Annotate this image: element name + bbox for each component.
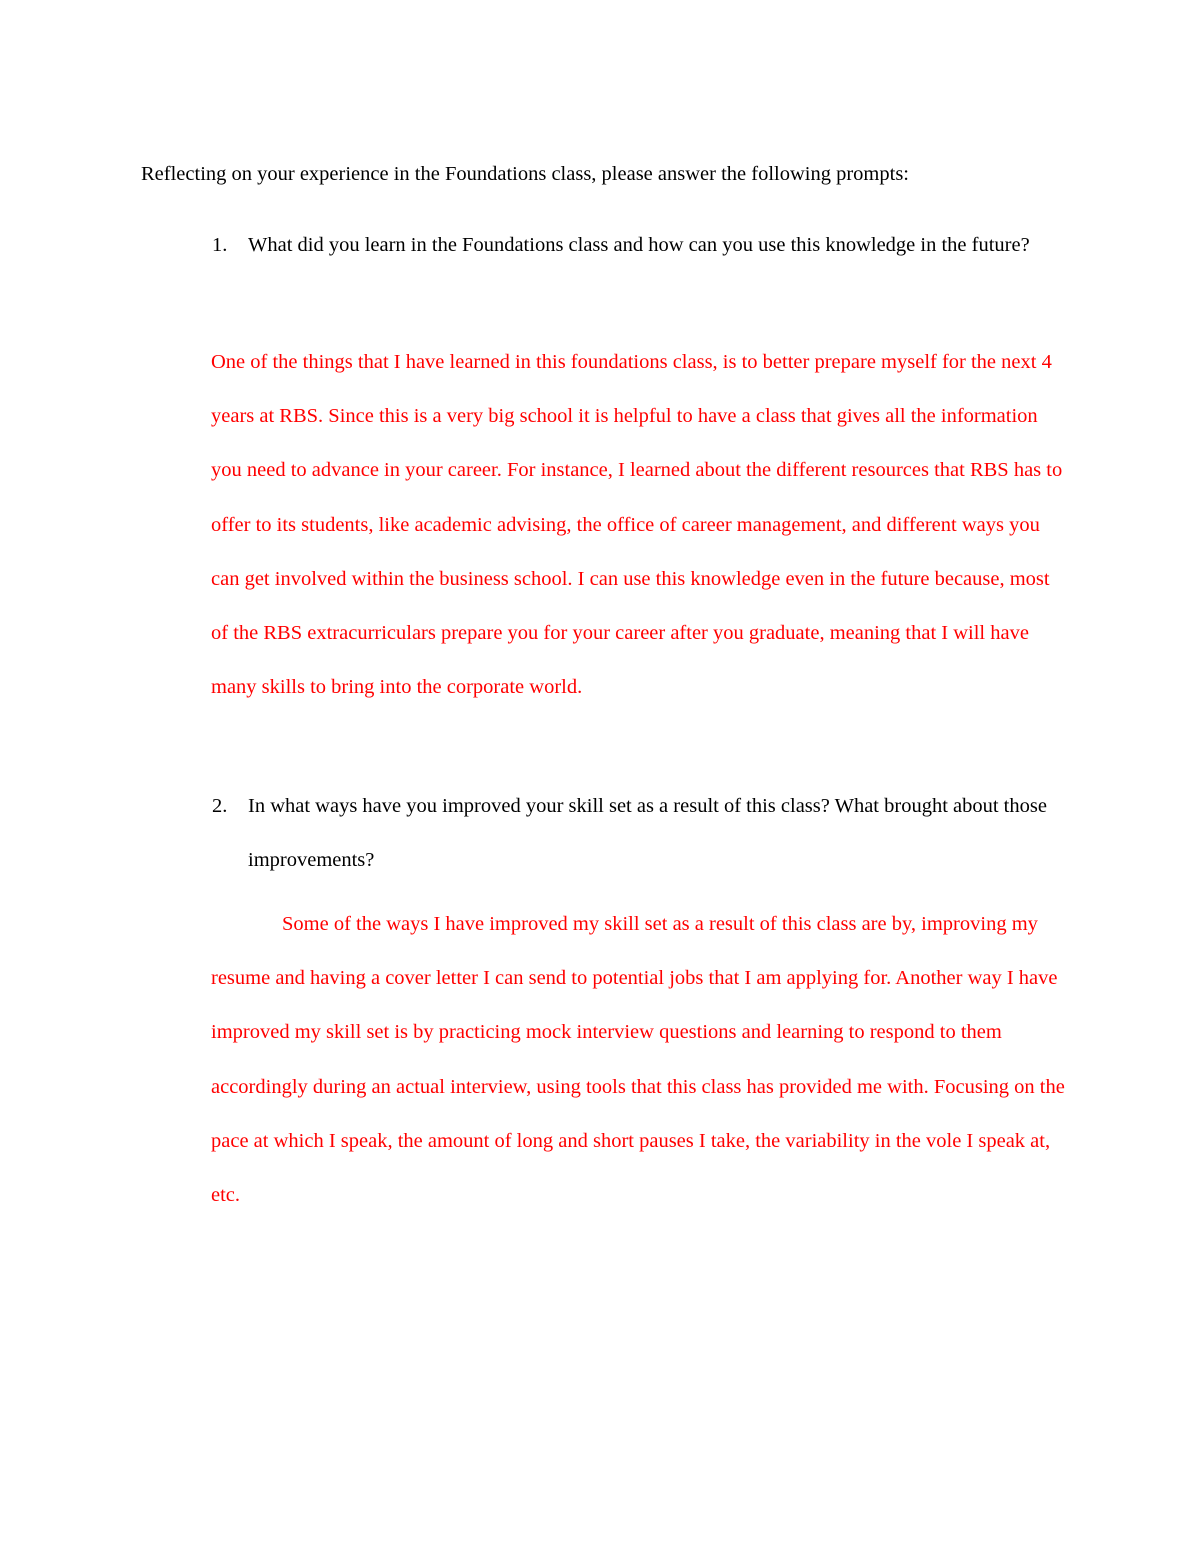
question-2-number: 2.	[212, 795, 228, 817]
intro-prompt: Reflecting on your experience in the Foundations class, please answer the following prompts:	[141, 163, 909, 185]
answer-1: One of the things that I have learned in this foundations class, is to better prepare myself for the next 4 years at RBS. Since this is a very big school it is helpful to have a class that gives all the information you need to advance in your career. For instance, I learned about the different resources that RBS has to offer to its students, like academic advising, the office of career management, and different ways you can get involved within the business school. I can use this knowledge even in the future because, most of the RBS extracurriculars prepare you for your career after you graduate, meaning that I will have many skills to bring into the corporate world.	[211, 351, 1063, 699]
question-1-text: What did you learn in the Foundations class and how can you use this knowledge in the future?	[248, 234, 1030, 256]
question-2	[212, 779, 1072, 887]
question-1	[212, 218, 1072, 272]
question-2-text: In what ways have you improved your skill set as a result of this class? What brought about those improvements?	[248, 795, 1047, 871]
question-1-number: 1.	[212, 234, 228, 256]
answer-2: Some of the ways I have improved my skill set as a result of this class are by, improving my resume and having a cover letter I can send to potential jobs that I am applying for. Another way I have improved my skill set is by practicing mock interview questions and learning to respond to them accordingly during an actual interview, using tools that this class has provided me with. Focusing on the pace at which I speak, the amount of long and short pauses I take, the variability in the vole I speak at, etc.	[211, 913, 1065, 1207]
